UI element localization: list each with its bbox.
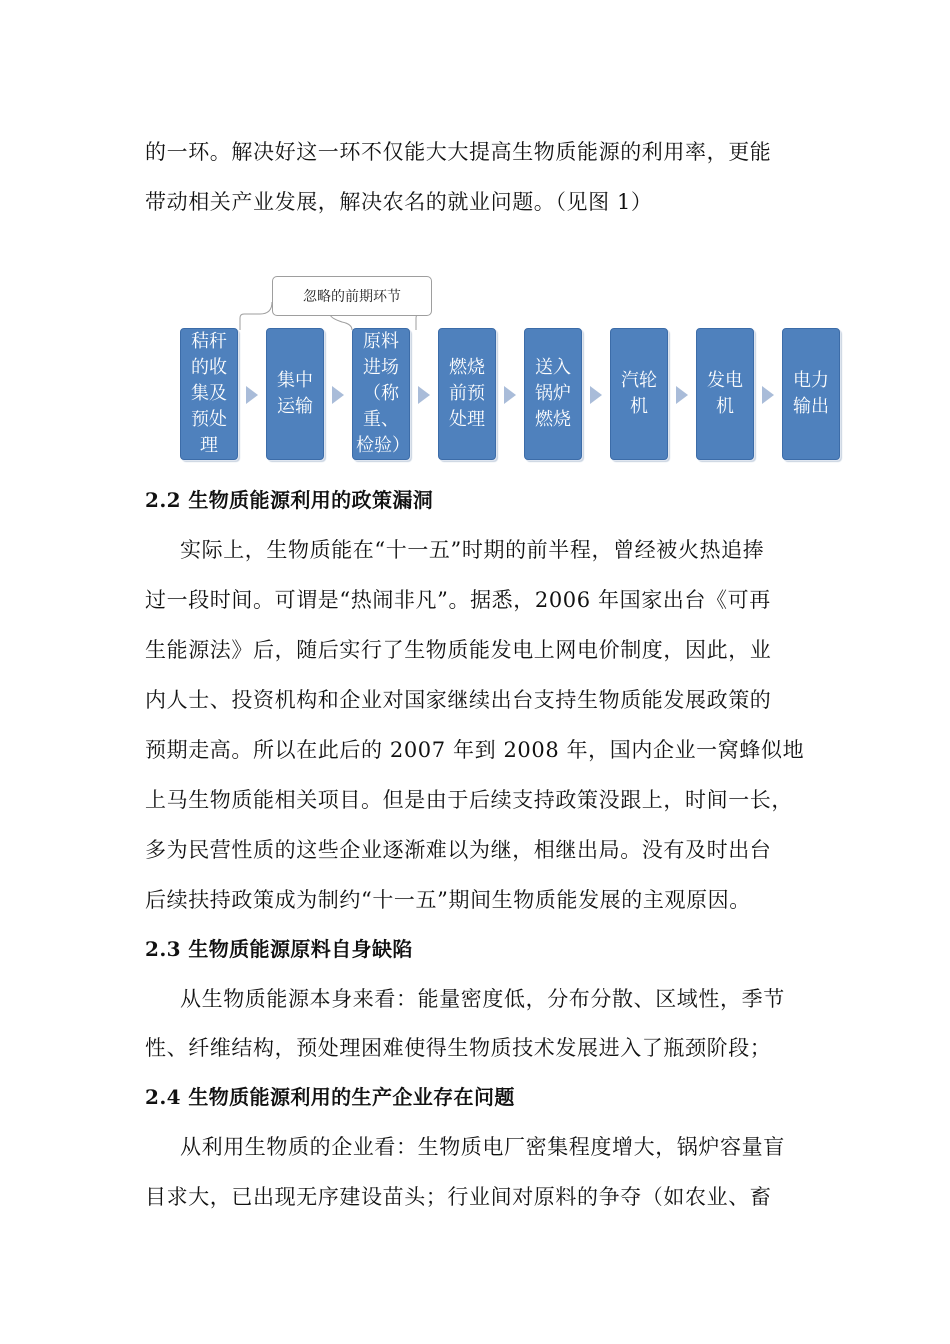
callout-ignored-stage: 忽略的前期环节: [272, 276, 432, 316]
step-turbine: 汽轮机: [610, 328, 668, 460]
arrow-right-icon: [504, 386, 516, 404]
step-straw-collection: 秸秆的收集及预处理: [180, 328, 238, 460]
para-2-2-line-4: 内人士、投资机构和企业对国家继续出台支持生物质能发展政策的: [145, 688, 772, 712]
para-2-3-line-1: 从生物质能源本身来看：能量密度低，分布分散、区域性，季节: [180, 987, 785, 1011]
arrow-right-icon: [418, 386, 430, 404]
arrow-right-icon: [676, 386, 688, 404]
step-pretreatment: 燃烧前预处理: [438, 328, 496, 460]
step-boiler: 送入锅炉燃烧: [524, 328, 582, 460]
para-2-2-line-3: 生能源法》后，随后实行了生物质能发电上网电价制度，因此，业: [145, 638, 772, 662]
step-generator: 发电机: [696, 328, 754, 460]
arrow-right-icon: [246, 386, 258, 404]
arrow-right-icon: [332, 386, 344, 404]
arrow-right-icon: [762, 386, 774, 404]
process-flow-diagram: [178, 272, 846, 462]
step-power-output: 电力输出: [782, 328, 840, 460]
heading-2-3: 2.3 生物质能源原料自身缺陷: [145, 937, 413, 961]
para-2-2-line-7: 多为民营性质的这些企业逐渐难以为继，相继出局。没有及时出台: [145, 838, 772, 862]
heading-2-2: 2.2 生物质能源利用的政策漏洞: [145, 488, 434, 512]
step-transport: 集中运输: [266, 328, 324, 460]
para-2-4-line-2: 目求大，已出现无序建设苗头；行业间对原料的争夺（如农业、畜: [145, 1185, 772, 1209]
para-2-2-line-6: 上马生物质能相关项目。但是由于后续支持政策没跟上，时间一长，: [145, 788, 793, 812]
para-2-4-line-1: 从利用生物质的企业看：生物质电厂密集程度增大，锅炉容量盲: [180, 1135, 785, 1159]
para-2-3-line-2: 性、纤维结构，预处理困难使得生物质技术发展进入了瓶颈阶段；: [145, 1036, 772, 1060]
heading-2-4: 2.4 生物质能源利用的生产企业存在问题: [145, 1085, 515, 1109]
step-material-entry: 原料进场（称重、检验）: [352, 328, 410, 460]
para-2-2-line-1: 实际上，生物质能在“十一五”时期的前半程，曾经被火热追捧: [180, 538, 765, 562]
arrow-right-icon: [590, 386, 602, 404]
para-2-2-line-5: 预期走高。所以在此后的 2007 年到 2008 年，国内企业一窝蜂似地: [145, 738, 805, 762]
para-2-2-line-8: 后续扶持政策成为制约“十一五”期间生物质能发展的主观原因。: [145, 888, 751, 912]
intro-line-2: 带动相关产业发展，解决农名的就业问题。（见图 1）: [145, 190, 653, 214]
para-2-2-line-2: 过一段时间。可谓是“热闹非凡”。据悉，2006 年国家出台《可再: [145, 588, 771, 612]
intro-line-1: 的一环。解决好这一环不仅能大大提高生物质能源的利用率，更能: [145, 140, 772, 164]
